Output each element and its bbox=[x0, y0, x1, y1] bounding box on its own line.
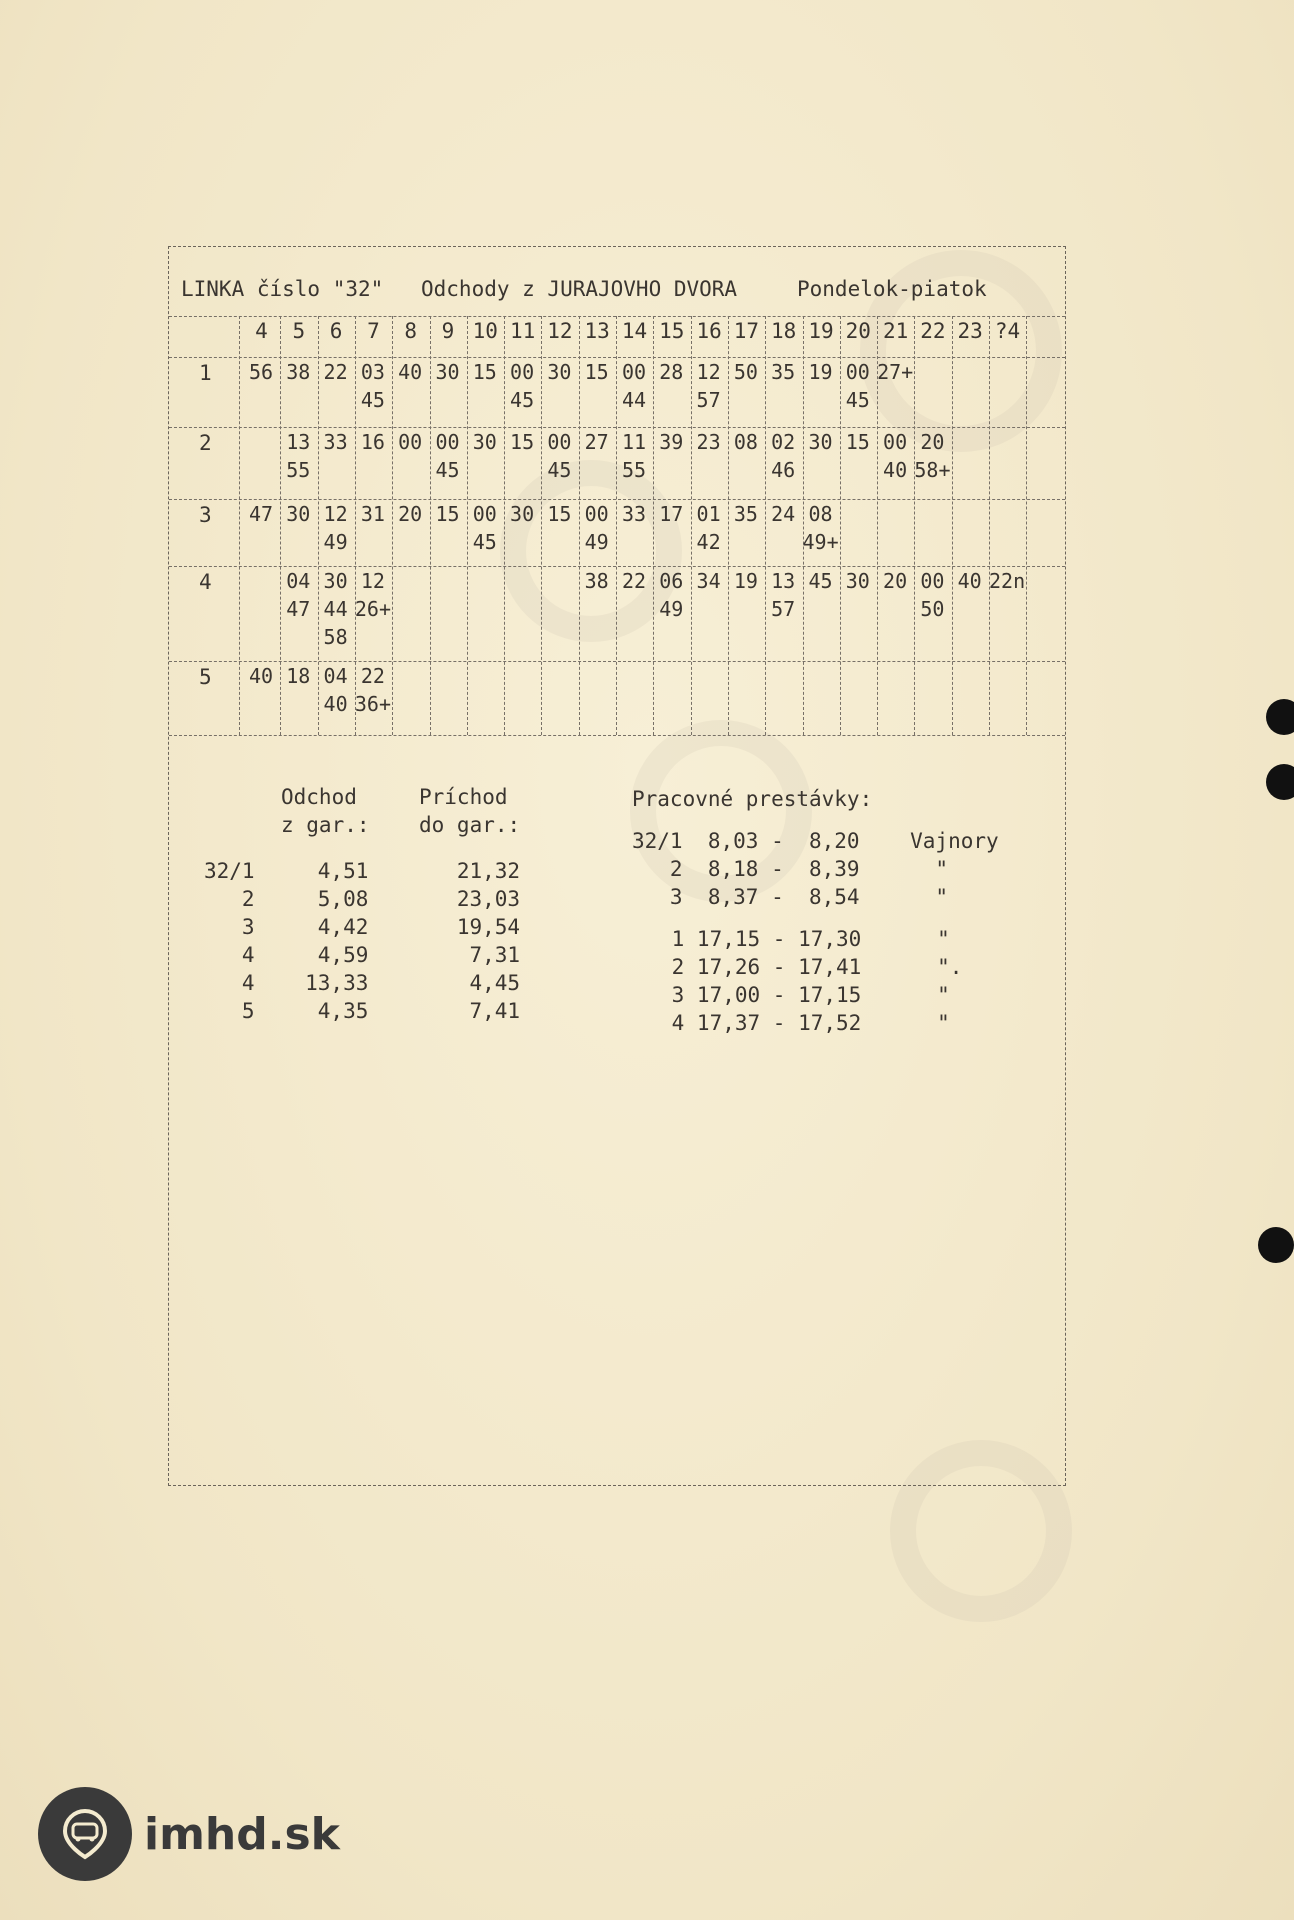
departure-minutes: 56 bbox=[248, 360, 274, 384]
departure-minutes: 30 bbox=[472, 430, 497, 454]
departure-minutes: 30 bbox=[808, 430, 833, 454]
departure-minutes: 38 bbox=[286, 360, 311, 384]
hour-label: 9 bbox=[441, 319, 455, 343]
departure-minutes: 30 44 58 bbox=[323, 569, 348, 649]
garage-departure-header: Odchod z gar.: bbox=[281, 785, 370, 837]
departure-minutes: 00 45 bbox=[472, 502, 497, 554]
departure-minutes: 50 bbox=[733, 360, 758, 384]
direction-title: Odchody z JURAJOVHO DVORA bbox=[421, 277, 738, 301]
departure-minutes: 30 bbox=[845, 569, 870, 593]
breaks-title: Pracovné prestávky: bbox=[632, 787, 873, 811]
departure-minutes: 15 bbox=[547, 502, 572, 526]
hour-label: 7 bbox=[367, 319, 380, 343]
departure-minutes: 35 bbox=[733, 502, 758, 526]
hour-label: 20 bbox=[845, 319, 871, 343]
trip-number: 5 bbox=[199, 665, 212, 689]
departure-minutes: 22 bbox=[621, 569, 647, 593]
departure-minutes: 00 45 bbox=[547, 430, 572, 482]
days-title: Pondelok-piatok bbox=[797, 277, 987, 301]
departure-minutes: 27 bbox=[584, 430, 609, 454]
departure-minutes: 30 bbox=[435, 360, 460, 384]
departure-minutes: 06 49 bbox=[659, 569, 684, 621]
punch-hole bbox=[1266, 699, 1294, 735]
departure-minutes: 45 bbox=[808, 569, 833, 593]
departure-minutes: 30 bbox=[286, 502, 311, 526]
column-divider bbox=[1026, 316, 1027, 735]
hour-label: ?4 bbox=[994, 319, 1021, 343]
line-title: LINKA číslo "32" bbox=[181, 277, 384, 301]
departure-minutes: 18 bbox=[286, 664, 311, 688]
departure-minutes: 34 bbox=[696, 569, 721, 593]
departure-minutes: 15 bbox=[510, 430, 535, 454]
departure-minutes: 00 49 bbox=[584, 502, 609, 554]
departure-minutes: 00 45 bbox=[435, 430, 460, 482]
departure-minutes: 15 bbox=[845, 430, 870, 454]
hour-label: 4 bbox=[255, 319, 268, 343]
column-divider bbox=[989, 316, 990, 735]
departure-minutes: 00 40 bbox=[883, 430, 908, 482]
departure-minutes: 00 44 bbox=[621, 360, 647, 412]
hour-label: 11 bbox=[509, 319, 536, 343]
departure-minutes: 03 45 bbox=[360, 360, 385, 412]
hour-label: 18 bbox=[771, 319, 797, 343]
hour-label: 23 bbox=[957, 319, 983, 343]
departure-minutes: 15 bbox=[584, 360, 609, 384]
departure-minutes: 47 bbox=[248, 502, 274, 526]
departure-minutes: 04 40 bbox=[323, 664, 348, 716]
departure-minutes: 15 bbox=[472, 360, 497, 384]
departure-minutes: 23 bbox=[696, 430, 721, 454]
hour-label: 14 bbox=[621, 319, 648, 343]
hour-label: 19 bbox=[808, 319, 834, 343]
departure-minutes: 08 49+ bbox=[802, 502, 839, 554]
row-divider bbox=[169, 316, 1065, 317]
departure-minutes: 01 42 bbox=[696, 502, 721, 554]
departure-minutes: 24 bbox=[771, 502, 796, 526]
departure-minutes: 20 58+ bbox=[914, 430, 951, 482]
hour-label: 5 bbox=[292, 319, 306, 343]
departure-minutes: 20 bbox=[398, 502, 423, 526]
hour-label: 10 bbox=[472, 319, 498, 343]
departure-minutes: 00 45 bbox=[510, 360, 535, 412]
garage-table: 32/1 4,51 21,32 2 5,08 23,03 3 4,42 19,54 4 4,59 7,31 4 13,33 4,45 5 4,35 7,41 bbox=[204, 859, 521, 1023]
departure-minutes: 00 50 bbox=[920, 569, 945, 621]
garage-arrival-header: Príchod do gar.: bbox=[419, 785, 521, 837]
departure-minutes: 33 bbox=[621, 502, 647, 526]
departure-minutes: 02 46 bbox=[771, 430, 796, 482]
bus-pin-icon bbox=[38, 1787, 132, 1881]
departure-minutes: 39 bbox=[659, 430, 684, 454]
breaks-morning: 32/1 8,03 - 8,20 Vajnory 2 8,18 - 8,39 " 3 8,37 - 8,54 " bbox=[632, 829, 999, 909]
trip-number: 1 bbox=[199, 361, 212, 385]
departure-minutes: 38 bbox=[584, 569, 609, 593]
departure-minutes: 40 bbox=[957, 569, 982, 593]
departure-minutes: 40 bbox=[398, 360, 423, 384]
departure-minutes: 30 bbox=[510, 502, 535, 526]
departure-minutes: 22 bbox=[323, 360, 348, 384]
departure-minutes: 15 bbox=[435, 502, 460, 526]
departure-minutes: 16 bbox=[360, 430, 385, 454]
departure-minutes: 04 47 bbox=[286, 569, 311, 621]
departure-minutes: 11 55 bbox=[621, 430, 647, 482]
departure-minutes: 12 49 bbox=[323, 502, 348, 554]
hour-label: 6 bbox=[329, 319, 343, 343]
row-divider bbox=[169, 735, 1065, 736]
departure-minutes: 30 bbox=[547, 360, 572, 384]
column-divider bbox=[952, 316, 953, 735]
departure-minutes: 12 57 bbox=[696, 360, 721, 412]
departure-minutes: 20 bbox=[883, 569, 908, 593]
hour-label: 16 bbox=[696, 319, 722, 343]
departure-minutes: 00 45 bbox=[845, 360, 870, 412]
departure-minutes: 08 bbox=[733, 430, 758, 454]
hour-label: 8 bbox=[404, 319, 418, 343]
hour-label: 13 bbox=[584, 319, 610, 343]
departure-minutes: 13 55 bbox=[286, 430, 311, 482]
column-divider bbox=[914, 316, 915, 735]
departure-minutes: 40 bbox=[248, 664, 274, 688]
departure-minutes: 33 bbox=[323, 430, 348, 454]
departure-minutes: 31 bbox=[360, 502, 385, 526]
departure-minutes: 27+ bbox=[877, 360, 914, 384]
trip-number: 4 bbox=[199, 570, 212, 594]
hour-label: 15 bbox=[659, 319, 685, 343]
hour-label: 22 bbox=[920, 319, 946, 343]
departure-minutes: 13 57 bbox=[771, 569, 796, 621]
hour-label: 17 bbox=[733, 319, 760, 343]
departure-minutes: 19 bbox=[808, 360, 833, 384]
departure-minutes: 35 bbox=[771, 360, 796, 384]
trip-number: 3 bbox=[199, 503, 212, 527]
breaks-afternoon: 1 17,15 - 17,30 " 2 17,26 - 17,41 ". 3 17,00 - 17,15 " 4 17,37 - 17,52 " bbox=[671, 927, 963, 1035]
brand-name: imhd.sk bbox=[144, 1808, 340, 1860]
trip-number: 2 bbox=[199, 431, 212, 455]
departure-minutes: 22n bbox=[989, 569, 1026, 593]
departure-minutes: 19 bbox=[733, 569, 758, 593]
departure-minutes: 28 bbox=[659, 360, 684, 384]
hour-label: 21 bbox=[882, 319, 909, 343]
departure-minutes: 22 36+ bbox=[354, 664, 392, 716]
timetable-sheet bbox=[168, 246, 1066, 1486]
column-divider bbox=[239, 316, 240, 735]
punch-hole bbox=[1266, 764, 1294, 800]
brand-logo[interactable] bbox=[38, 1787, 340, 1881]
departure-minutes: 17 bbox=[659, 502, 684, 526]
punch-hole bbox=[1258, 1227, 1294, 1263]
departure-minutes: 12 26+ bbox=[354, 569, 392, 621]
departure-minutes: 00 bbox=[398, 430, 423, 454]
hour-label: 12 bbox=[547, 319, 573, 343]
